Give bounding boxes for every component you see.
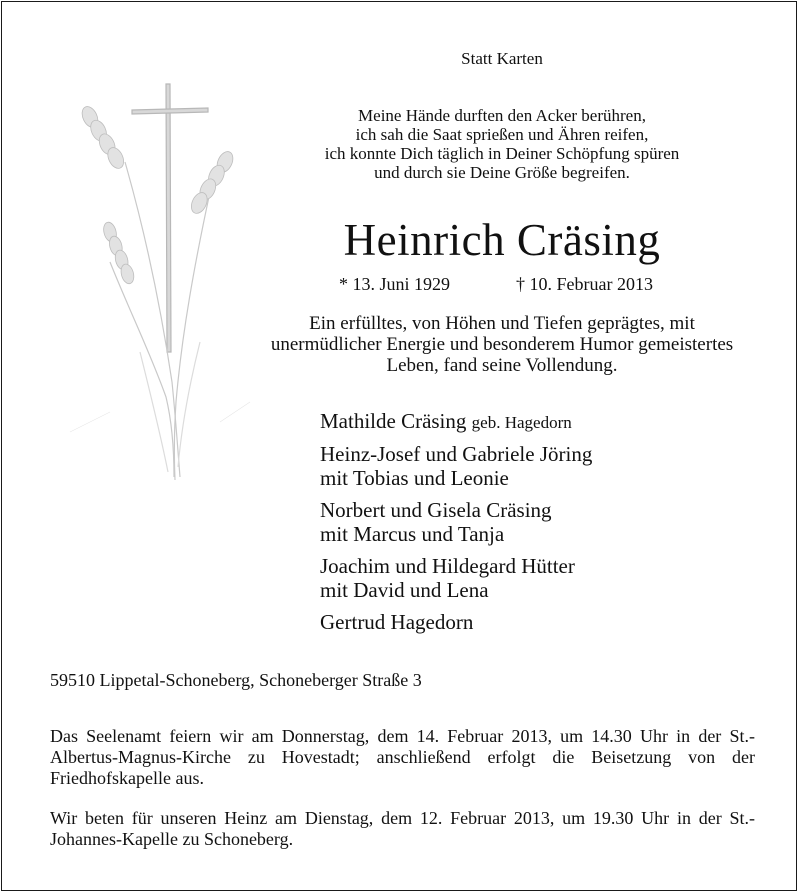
- mourner-5: [320, 610, 473, 634]
- mourner-line: mit Marcus und Tanja: [320, 522, 505, 546]
- mourner-line: Joachim und Hildegard Hütter: [320, 554, 575, 578]
- tribute-line: Leben, fand seine Vollendung.: [386, 355, 618, 376]
- mourner-name: Mathilde Cräsing: [320, 409, 467, 433]
- notice-frame: [1, 1, 797, 891]
- prayer-paragraph: Wir beten für unseren Heinz am Dienstag, dem 12. Februar 2013, um 19.30 Uhr in der St.-Johannes-Kapelle zu Schoneberg.: [50, 808, 755, 849]
- mourner-line: mit Tobias und Leonie: [320, 466, 509, 490]
- poem-line: ich sah die Saat sprießen und Ähren reifen,: [355, 125, 649, 144]
- mourner-2: [320, 442, 592, 490]
- address: 59510 Lippetal-Schoneberg, Schoneberger Straße 3: [50, 670, 422, 690]
- mourner-4: [320, 554, 575, 602]
- poem: [272, 106, 732, 182]
- poem-line: und durch sie Deine Größe begreifen.: [374, 163, 630, 182]
- tribute-text: [262, 313, 742, 376]
- mourner-line: Norbert und Gisela Cräsing: [320, 498, 552, 522]
- mourner-line: Heinz-Josef und Gabriele Jöring: [320, 442, 593, 466]
- deceased-name: Heinrich Cräsing: [343, 215, 661, 265]
- tribute-line: Ein erfülltes, von Höhen und Tiefen geprägtes, mit: [309, 313, 695, 334]
- mourner-1: [320, 409, 572, 435]
- cross-wheat-illustration: [50, 52, 255, 484]
- mourner-note: geb. Hagedorn: [471, 413, 572, 432]
- header-statt-karten: Statt Karten: [461, 49, 543, 68]
- mourner-3: [320, 498, 552, 546]
- tribute-line: unermüdlicher Energie und besonderem Humor gemeistertes: [270, 334, 734, 355]
- death-date: † 10. Februar 2013: [516, 274, 653, 294]
- birth-date: * 13. Juni 1929: [339, 274, 451, 294]
- service-paragraph: Das Seelenamt feiern wir am Donnerstag, dem 14. Februar 2013, um 14.30 Uhr in der St.-Albertus-Magnus-Kirche zu Hovestadt; anschließend erfolgt die Beisetzung von der Friedhofskapelle aus.: [50, 726, 755, 788]
- poem-line: Meine Hände durften den Acker berühren,: [358, 106, 646, 125]
- mourner-line: Gertrud Hagedorn: [320, 610, 474, 634]
- poem-line: ich konnte Dich täglich in Deiner Schöpfung spüren: [324, 144, 680, 163]
- mourner-line: mit David und Lena: [320, 578, 489, 602]
